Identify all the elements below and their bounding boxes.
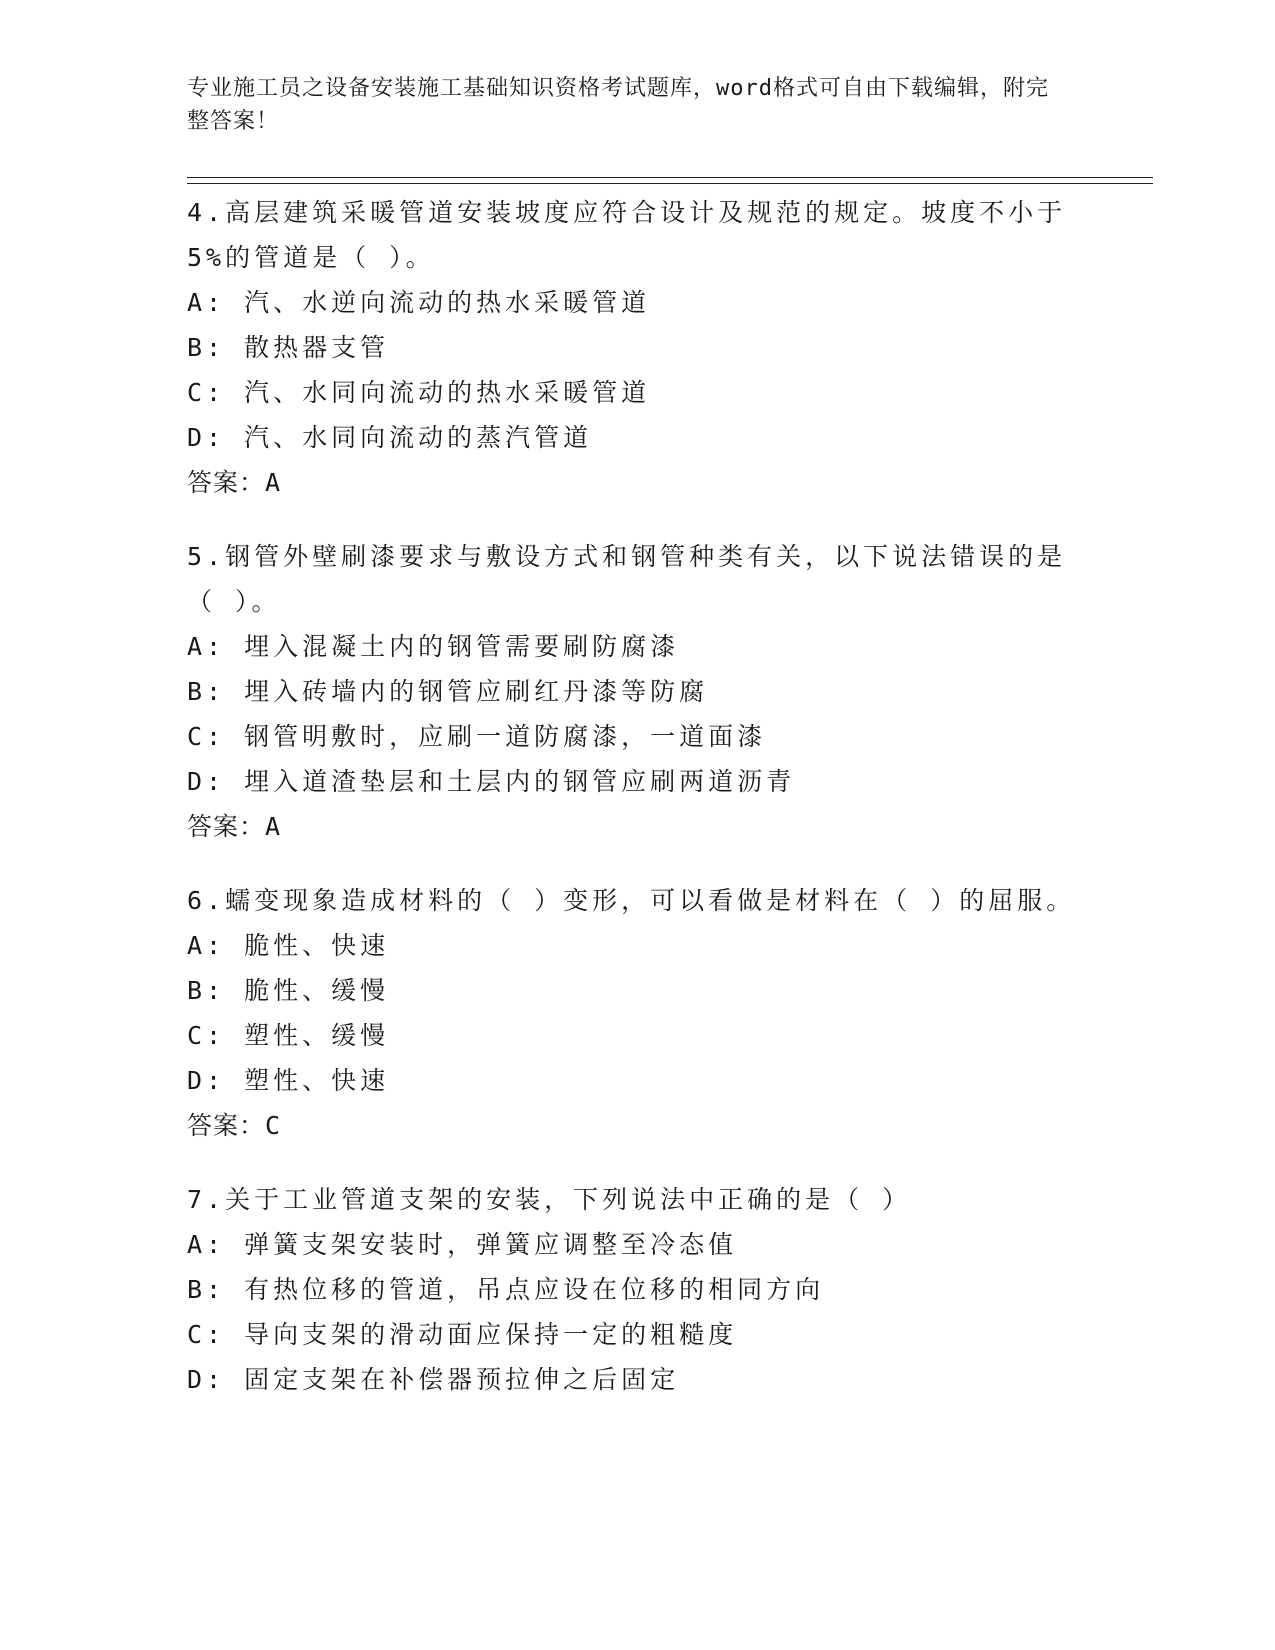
question-stem: 7.关于工业管道支架的安装，下列说法中正确的是（ ） xyxy=(187,1185,912,1214)
option-b: B: 散热器支管 xyxy=(187,333,390,362)
answer-label: 答案：C xyxy=(187,1111,282,1140)
option-c: C: 塑性、缓慢 xyxy=(187,1021,390,1050)
option-c: C: 钢管明敷时，应刷一道防腐漆，一道面漆 xyxy=(187,722,767,751)
option-a: A: 脆性、快速 xyxy=(187,931,390,960)
answer-label: 答案：A xyxy=(187,812,282,841)
option-a: A: 汽、水逆向流动的热水采暖管道 xyxy=(187,288,651,317)
option-b: B: 脆性、缓慢 xyxy=(187,976,390,1005)
question-list xyxy=(187,190,1087,1431)
option-d: D: 汽、水同向流动的蒸汽管道 xyxy=(187,423,593,452)
option-d: D: 固定支架在补偿器预拉伸之后固定 xyxy=(187,1365,680,1394)
answer-label: 答案：A xyxy=(187,468,282,497)
option-a: A: 埋入混凝土内的钢管需要刷防腐漆 xyxy=(187,632,680,661)
option-d: D: 埋入道渣垫层和土层内的钢管应刷两道沥青 xyxy=(187,767,796,796)
question-stem: 6.蠕变现象造成材料的（ ）变形，可以看做是材料在（ ）的屈服。 xyxy=(187,886,1076,915)
option-b: B: 有热位移的管道，吊点应设在位移的相同方向 xyxy=(187,1275,825,1304)
question-7 xyxy=(187,1177,1087,1402)
option-c: C: 导向支架的滑动面应保持一定的粗糙度 xyxy=(187,1320,738,1349)
header-divider-bottom xyxy=(187,183,1153,184)
option-b: B: 埋入砖墙内的钢管应刷红丹漆等防腐 xyxy=(187,677,709,706)
option-a: A: 弹簧支架安装时，弹簧应调整至冷态值 xyxy=(187,1230,738,1259)
option-c: C: 汽、水同向流动的热水采暖管道 xyxy=(187,378,651,407)
question-4 xyxy=(187,190,1087,505)
question-stem: 5.钢管外壁刷漆要求与敷设方式和钢管种类有关，以下说法错误的是（ ）。 xyxy=(187,542,1067,616)
question-5 xyxy=(187,534,1087,849)
header-divider-top xyxy=(187,177,1153,178)
question-6 xyxy=(187,878,1087,1148)
document-header: 专业施工员之设备安装施工基础知识资格考试题库，word格式可自由下载编辑，附完整答案！ xyxy=(187,76,1049,134)
question-stem: 4.高层建筑采暖管道安装坡度应符合设计及规范的规定。坡度不小于5%的管道是（ ）。 xyxy=(187,198,1067,272)
option-d: D: 塑性、快速 xyxy=(187,1066,390,1095)
